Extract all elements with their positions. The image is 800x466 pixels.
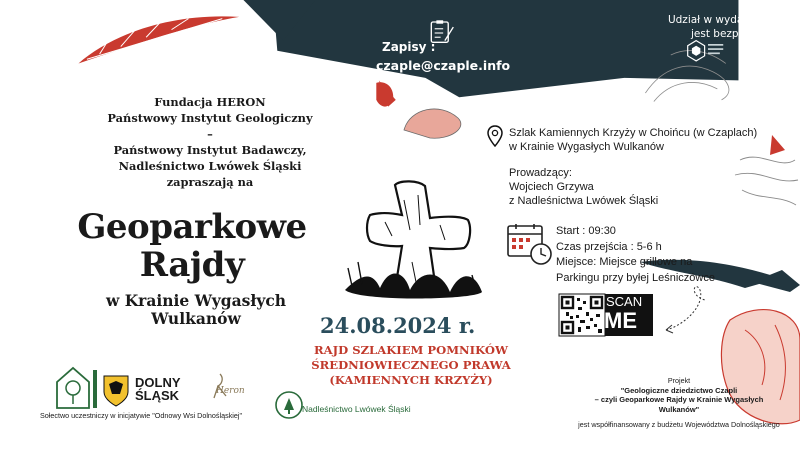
organizer-line: Fundacja HERON <box>154 95 266 109</box>
title-line1: Geoparkowe <box>77 207 307 247</box>
dotted-arrow-shape <box>666 287 705 330</box>
project-title-line2: – czyli Geoparkowe Rajdy w Krainie Wygasłych Wulkanów" <box>594 395 764 414</box>
leader-label: Prowadzący: <box>509 167 572 179</box>
schedule-info <box>556 224 715 286</box>
title-subtitle <box>96 292 296 328</box>
invite-line: zapraszają na <box>166 175 254 189</box>
scan-label: SCAN <box>606 294 643 309</box>
main-title <box>62 208 322 284</box>
project-funding: jest współfinansowany z budżetu Województwa Dolnośląskiego <box>578 420 780 429</box>
free-note-line2: jest bezpłatny <box>690 27 765 40</box>
forest-service-name: Nadleśnictwo Lwówek Śląski <box>302 404 411 414</box>
heron-logo-text: Heron <box>216 386 245 396</box>
leader-name: Wojciech Grzywa <box>509 181 594 193</box>
organizer-line: Nadleśnictwo Lwówek Śląski <box>118 159 302 173</box>
subtitle-line2: Wulkanów <box>151 309 241 328</box>
event-desc-line2: ŚREDNIOWIECZNEGO PRAWA <box>311 358 511 372</box>
location-line2: w Krainie Wygasłych Wulkanów <box>509 141 664 153</box>
organizers-block <box>104 94 316 190</box>
title-line2: Rajdy <box>139 245 245 285</box>
meeting-place-line2: Parkingu przy byłej Leśniczówce <box>556 271 715 284</box>
leader-org: z Nadleśnictwa Lwówek Śląski <box>509 195 659 207</box>
event-desc-line1: RAJD SZLAKIEM POMNIKÓW <box>314 343 508 357</box>
event-desc-line3: (KAMIENNYCH KRZYŻY) <box>329 373 493 387</box>
rock-sketch-shape <box>404 109 461 138</box>
signup-email-link[interactable]: czaple@czaple.info <box>376 58 511 73</box>
forest-service-logo <box>276 392 302 418</box>
project-note <box>576 376 782 430</box>
stone-cross-illustration <box>345 181 482 298</box>
me-label: ME <box>604 308 637 333</box>
location-pin-icon <box>488 126 502 146</box>
leader-info <box>509 166 658 208</box>
meeting-place-line1: Miejsce: Miejsce grillowe na <box>556 256 693 268</box>
project-label: Projekt <box>667 376 691 385</box>
subtitle-line1: w Krainie Wygasłych <box>105 291 287 310</box>
village-renewal-logo <box>57 368 97 408</box>
calendar-clock-icon <box>508 224 551 264</box>
event-description <box>300 343 522 388</box>
project-title-line1: "Geologiczne dziedzictwo Czapli <box>620 385 738 395</box>
dolny-slask-crest-icon <box>104 376 128 406</box>
start-time: Start : 09:30 <box>556 225 616 237</box>
dolny-slask-logo <box>135 376 181 402</box>
dolny-word: DOLNY <box>135 375 181 390</box>
organizer-line: Państwowy Instytut Geologiczny – <box>107 111 313 141</box>
location-info <box>509 126 757 154</box>
village-initiative-text: Sołectwo uczestniczy w inicjatywie "Odnowy Wsi Dolnośląskiej" <box>40 411 243 420</box>
free-note-line1: Udział w wydarzeniach <box>667 14 789 26</box>
location-line1: Szlak Kamiennych Krzyży w Choińcu (w Czaplach) <box>509 127 758 139</box>
event-date: 24.08.2024 r. <box>320 313 476 338</box>
duration: Czas przejścia : 5-6 h <box>556 240 662 253</box>
organizer-line: Państwowy Instytut Badawczy, <box>113 143 307 157</box>
signup-label: Zapisy : <box>382 40 436 54</box>
slask-word: ŚLĄSK <box>135 388 180 403</box>
qr-code[interactable] <box>559 294 605 336</box>
